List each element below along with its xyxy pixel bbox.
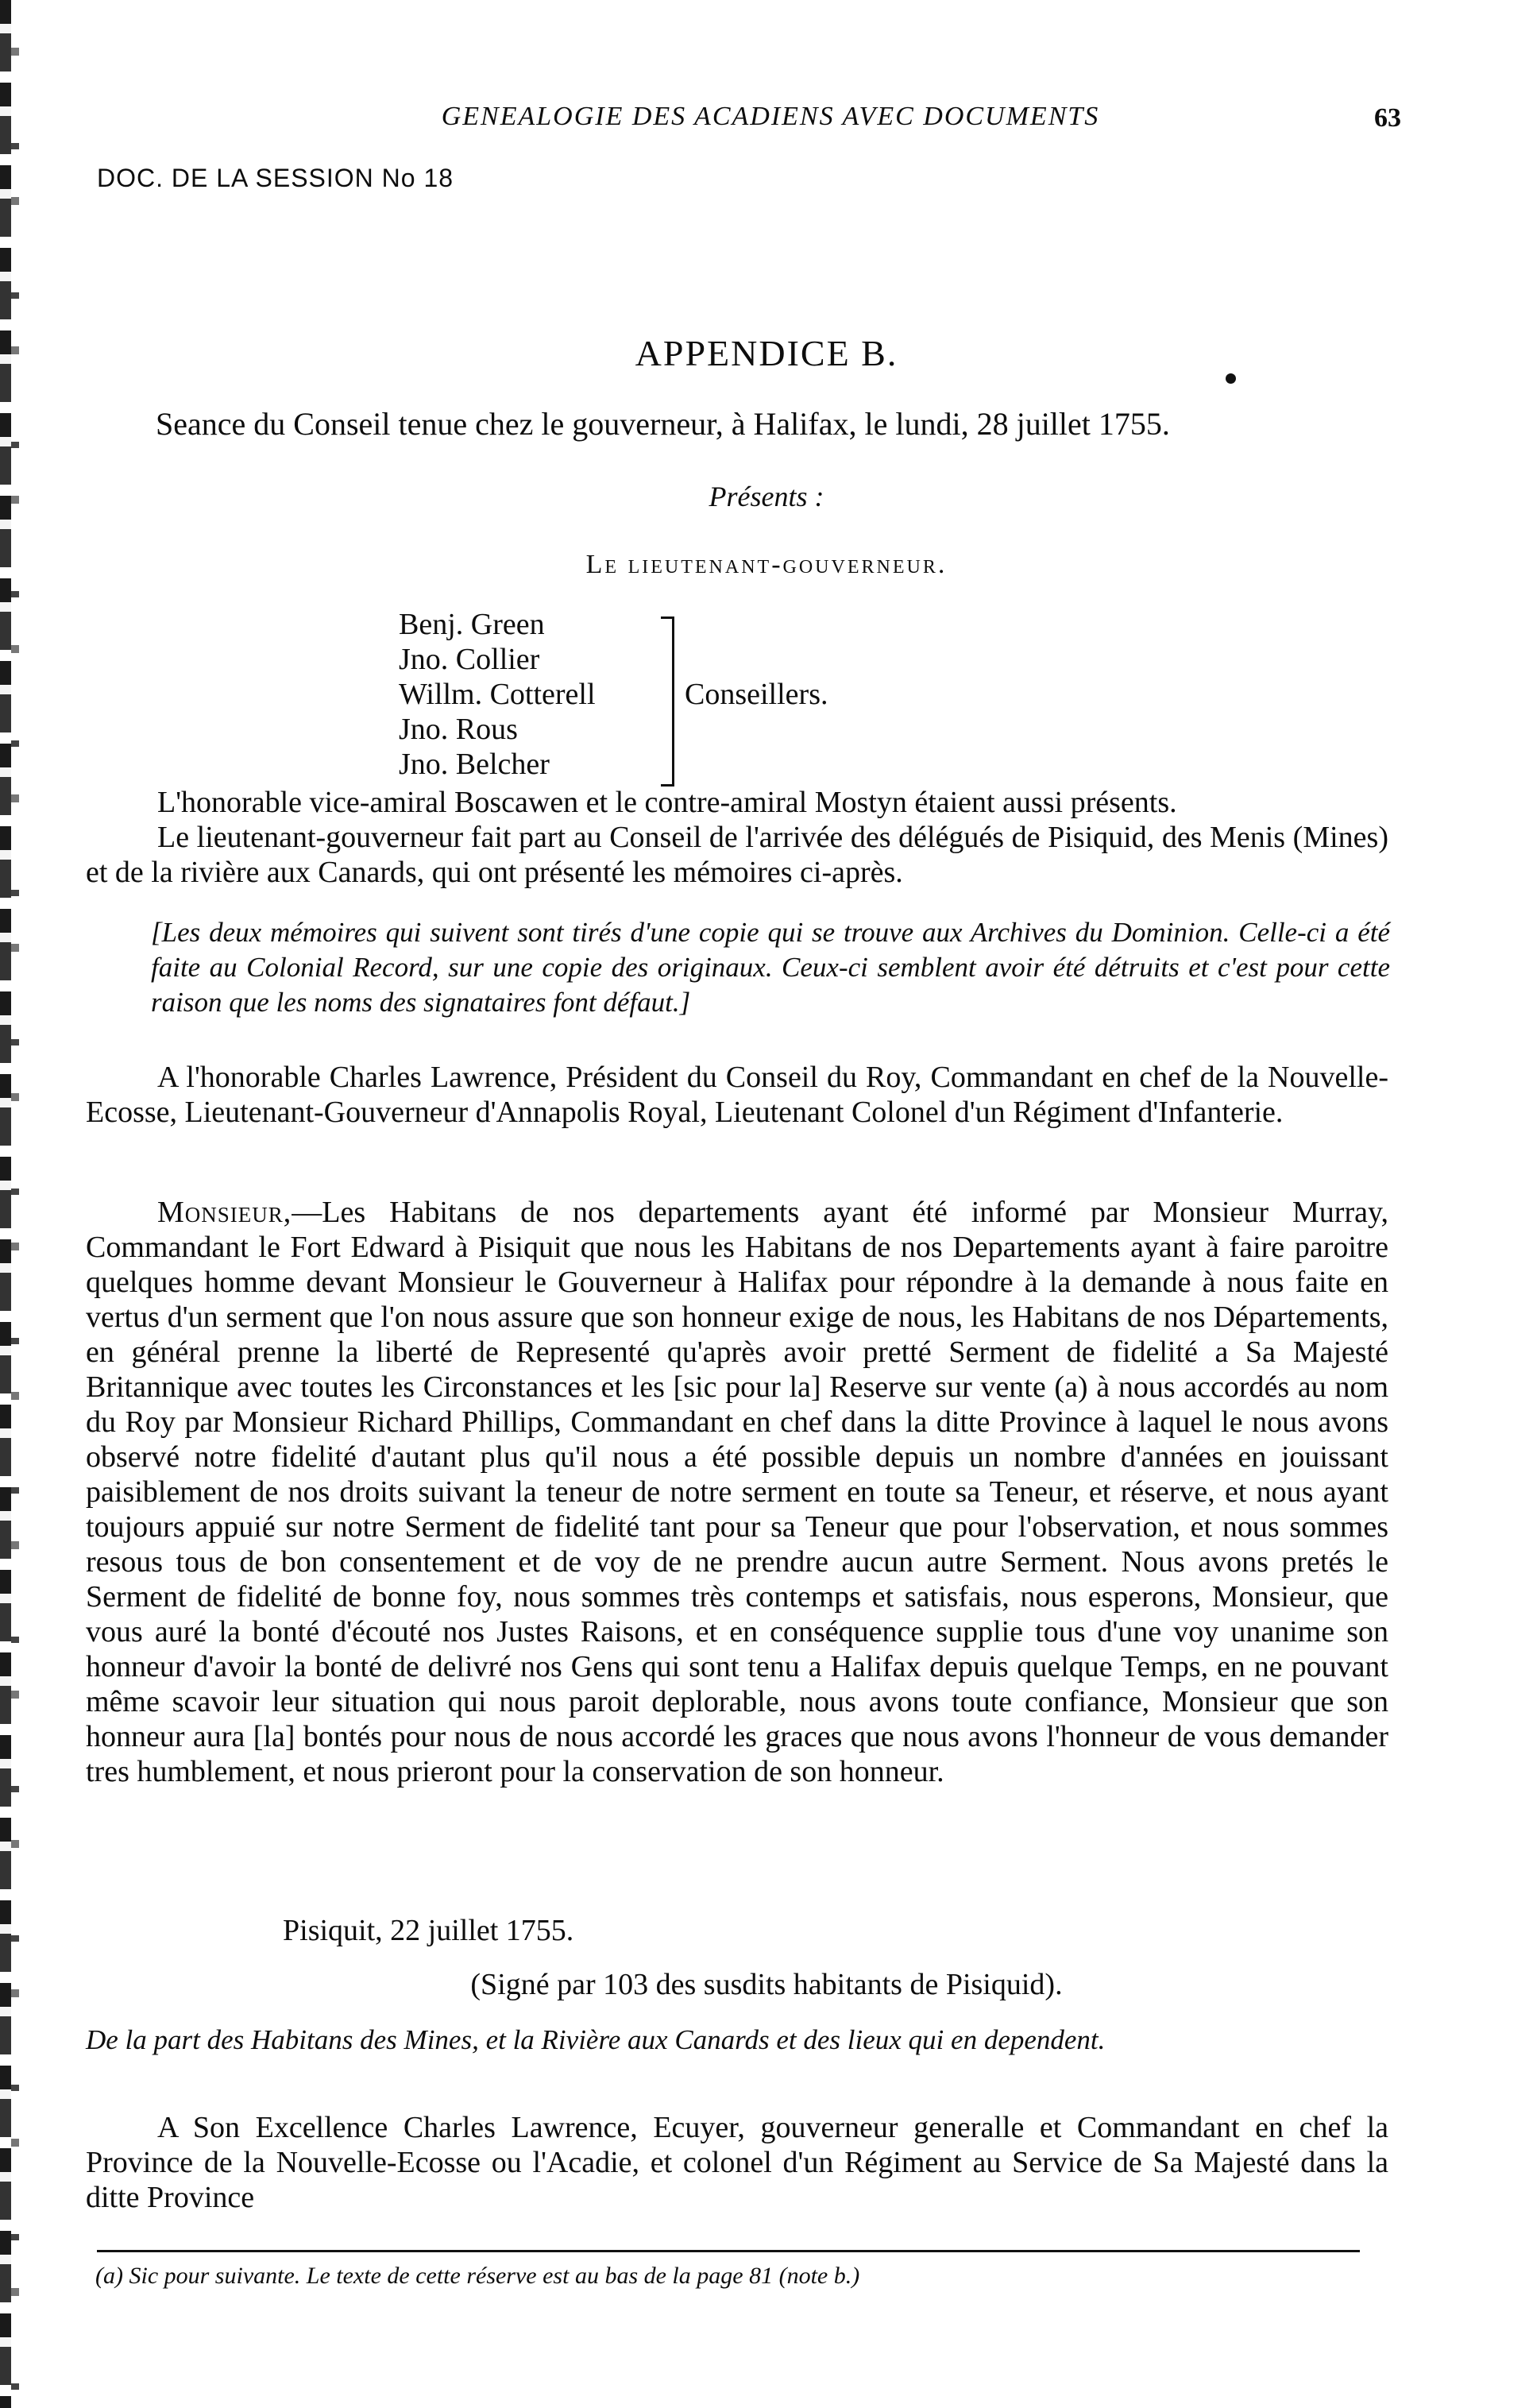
footnote-rule <box>97 2250 1360 2252</box>
council-member: Jno. Collier <box>399 643 540 676</box>
appendix-title: APPENDICE B. <box>635 333 898 373</box>
seance-line: Seance du Conseil tenue chez le gouverneur, à Halifax, le lundi, 28 juillet 1755. <box>156 406 1170 442</box>
paragraph-monsieur <box>86 1195 1388 1789</box>
council-member: Jno. Belcher <box>399 748 550 781</box>
pisiquit-date: Pisiquit, 22 juillet 1755. <box>283 1914 574 1947</box>
session-label: DOC. DE LA SESSION No 18 <box>97 164 454 192</box>
council-role: Conseillers. <box>685 678 828 711</box>
paragraph-adresse-pisiquid: A l'honorable Charles Lawrence, Président du Conseil du Roy, Commandant en chef de la Nouvelle-Ecosse, Lieutenant-Gouverneur d'Annapolis Royal, Lieutenant Colonel d'un Régiment d'Infanterie. <box>86 1061 1388 1129</box>
editor-note-archives: [Les deux mémoires qui suivent sont tirés d'une copie qui se trouve aux Archives du Dominion. Celle-ci a été faite au Colonial Record, sur une copie des originaux. Ceux-ci semblent avoir été détruits et c'est pour cette raison que les noms des signataires font défaut.] <box>151 917 1390 1018</box>
salutation-label: Monsieur, <box>157 1196 292 1229</box>
council-member: Willm. Cotterell <box>399 678 596 711</box>
signature-note: (Signé par 103 des susdits habitants de Pisiquid). <box>470 1968 1063 2001</box>
de-la-part-heading: De la part des Habitans des Mines, et la Rivière aux Canards et des lieux qui en dependent. <box>86 2024 1106 2055</box>
paragraph-adresse-mines: A Son Excellence Charles Lawrence, Ecuyer, gouverneur generalle et Commandant en chef la Province de la Nouvelle-Ecosse ou l'Acadie, et colonel d'un Régiment au Service de Sa Majesté dans la ditte Province <box>86 2111 1388 2214</box>
presents-heading: Présents : <box>709 481 824 512</box>
lieutenant-gouverneur-heading: Le lieutenant-gouverneur. <box>585 550 948 579</box>
council-member: Benj. Green <box>399 608 545 641</box>
paragraph-boscawen: L'honorable vice-amiral Boscawen et le contre-amiral Mostyn étaient aussi présents. <box>157 786 1177 819</box>
running-head: GENEALOGIE DES ACADIENS AVEC DOCUMENTS <box>441 102 1100 131</box>
paragraph-arrivee: Le lieutenant-gouverneur fait part au Conseil de l'arrivée des délégués de Pisiquid, des Menis (Mines) et de la rivière aux Canards, qui ont présenté les mémoires ci-après. <box>86 821 1388 889</box>
page-number: 63 <box>1374 103 1401 133</box>
council-list <box>399 607 596 782</box>
memoire-body: —Les Habitans de nos departements ayant été informé par Monsieur Murray, Commandant le Fort Edward à Pisiquit que nous les Habitans de nos Departements ayant à faire paroitre quelques homme devant Monsieur le Gouverneur à Halifax pour répondre à la demande à nous faite en vertus d'un serment que l'on nous assure que son honneur exige de nous, les Habitans de nos Départements, en général prenne la liberté de Representé qu'après avoir pretté Serment de fidelité a Sa Majesté Britannique avec toutes les Circonstances et les [sic pour la] Reserve sur vente (a) à nous accordés au nom du Roy par Monsieur Richard Phillips, Commandant en chef dans la ditte Province à laquel le nous avons observé notre fidelité d'autant plus qu'il nous a été possible depuis un nombre d'années en jouissant paisiblement de nos droits suivant la teneur de notre serment en toute sa Teneur, et réserve, et nous ayant toujours appuié sur notre Serment de fidelité tant pour sa Teneur que pour l'observation, et nous sommes resous tous de bon consentement et de voy de ne prendre aucun autre Serment. Nous avons pretés le Serment de fidelité de bonne foy, nous sommes très contemps et satisfais, nous esperons, Monsieur, que vous auré la bonté d'écouté nos Justes Raisons, et en conséquence supplie tous d'une voy unanime son honneur d'avoir la bonté de delivré nos Gens qui sont tenu a Halifax depuis quelque Temps, en ne pouvant même scavoir leur situation qui nous paroit deplorable, nous avons toute confiance, Monsieur que son honneur aura [la] bontés pour nous de nous accordé les graces que nous avons l'honneur de vous demander tres humblement, et nous prieront pour la conservation de son honneur. <box>86 1196 1388 1788</box>
printer-mark-dot <box>1226 373 1236 384</box>
footnote: (a) Sic pour suivante. Le texte de cette réserve est au bas de la page 81 (note b.) <box>95 2263 860 2289</box>
council-brace <box>661 616 674 787</box>
council-member: Jno. Rous <box>399 713 518 746</box>
